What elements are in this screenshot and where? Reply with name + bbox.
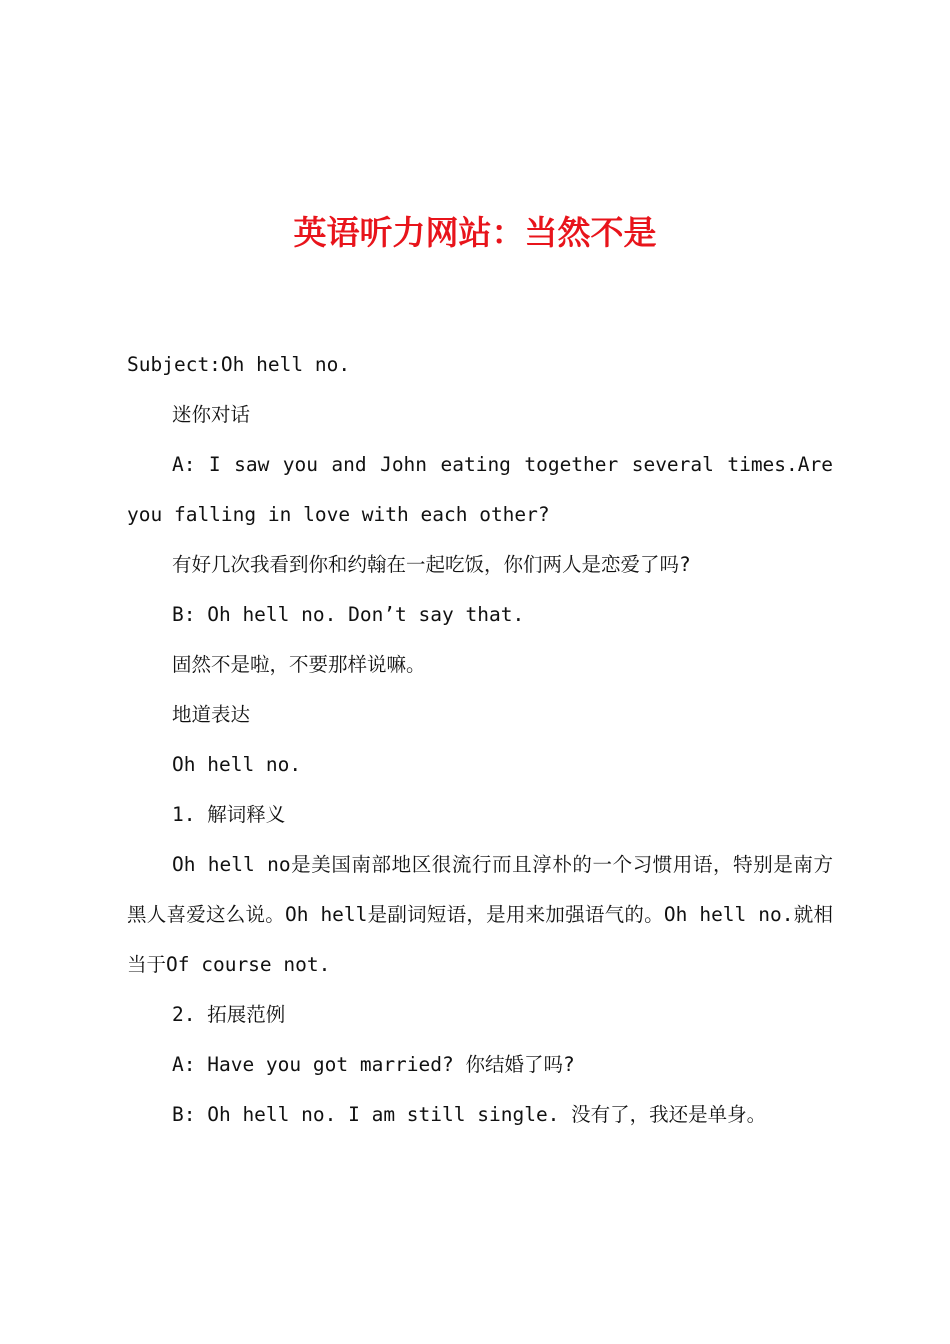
example-line-b: B: Oh hell no. I am still single. 没有了，我还是单身。 [172,1103,767,1126]
section-heading-expression: 地道表达 [172,703,251,726]
expression-phrase: Oh hell no. [172,753,302,776]
document-body [127,340,833,1140]
subheading-definition: 1. 解词释义 [172,803,286,826]
definition-paragraph: Oh hell no是美国南部地区很流行而且淳朴的一个习惯用语，特别是南方黑人喜爱这么说。Oh hell是副词短语，是用来加强语气的。Oh hell no.就相当于Of course not. [127,853,833,976]
subject-line: Subject:Oh hell no. [127,353,351,376]
example-line-a: A: Have you got married? 你结婚了吗? [172,1053,575,1076]
document-title: 英语听力网站：当然不是 [293,213,657,252]
section-heading-mini-dialogue: 迷你对话 [172,403,251,426]
dialogue-line-a-english: A: I saw you and John eating together several times.Are you falling in love with each other? [127,453,833,526]
dialogue-line-b-chinese: 固然不是啦，不要那样说嘛。 [172,653,426,676]
dialogue-line-b-english: B: Oh hell no. Don’t say that. [172,603,525,626]
subheading-examples: 2. 拓展范例 [172,1003,286,1026]
dialogue-line-a-chinese: 有好几次我看到你和约翰在一起吃饭，你们两人是恋爱了吗? [172,553,691,576]
